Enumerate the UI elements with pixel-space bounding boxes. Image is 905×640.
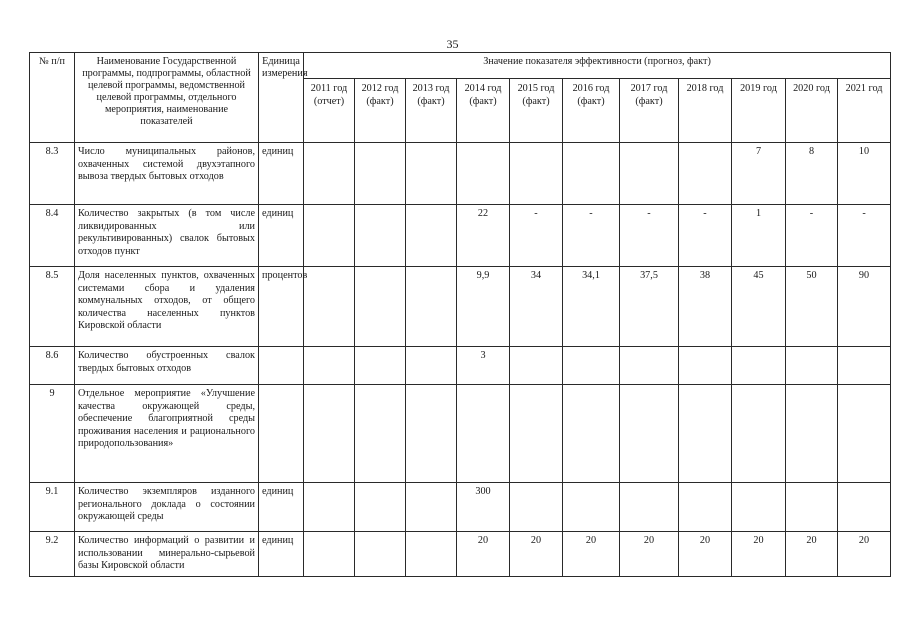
header-year-note: (факт) — [577, 96, 605, 107]
value-cell — [838, 385, 891, 483]
value-cell — [355, 205, 406, 267]
value-cell — [510, 483, 563, 532]
value-cell — [786, 347, 838, 385]
value-cell: 300 — [457, 483, 510, 532]
value-cell — [304, 385, 355, 483]
value-cell — [620, 347, 679, 385]
header-unit: Единица измерения — [259, 53, 304, 143]
value-cell: 20 — [838, 532, 891, 577]
value-cell — [679, 483, 732, 532]
value-cell: - — [620, 205, 679, 267]
value-cell — [406, 385, 457, 483]
value-cell — [510, 385, 563, 483]
row-number: 9.1 — [30, 483, 75, 532]
value-cell — [620, 143, 679, 205]
value-cell: 90 — [838, 267, 891, 347]
row-name: Отдельное мероприятие «Улучшение качества окружающей среды, обеспечение благоприятной среды проживания населения и рационального природопользования» — [75, 385, 259, 483]
value-cell — [355, 347, 406, 385]
value-cell: - — [563, 205, 620, 267]
value-cell: 3 — [457, 347, 510, 385]
header-year-label: 2017 год — [630, 83, 668, 94]
value-cell: 20 — [620, 532, 679, 577]
value-cell: 50 — [786, 267, 838, 347]
value-cell: 20 — [786, 532, 838, 577]
value-cell — [786, 483, 838, 532]
table-row — [30, 267, 891, 347]
value-cell — [355, 143, 406, 205]
header-year-label: 2021 год — [845, 83, 883, 94]
value-cell: 38 — [679, 267, 732, 347]
value-cell — [406, 532, 457, 577]
header-year-note: (факт) — [522, 96, 550, 107]
value-cell: 20 — [510, 532, 563, 577]
header-year — [732, 79, 786, 143]
table-row — [30, 143, 891, 205]
header-year — [620, 79, 679, 143]
value-cell — [457, 385, 510, 483]
value-cell: - — [510, 205, 563, 267]
row-unit: единиц — [259, 143, 304, 205]
value-cell: 1 — [732, 205, 786, 267]
value-cell — [563, 143, 620, 205]
row-number: 9.2 — [30, 532, 75, 577]
value-cell: - — [679, 205, 732, 267]
row-name: Доля населенных пунктов, охваченных системами сбора и удаления коммунальных отходов, от общего количества населенных пунктов Кировской области — [75, 267, 259, 347]
table-row — [30, 205, 891, 267]
value-cell — [838, 347, 891, 385]
row-unit — [259, 385, 304, 483]
row-unit: единиц — [259, 205, 304, 267]
header-year-label: 2020 год — [793, 83, 830, 94]
header-year — [457, 79, 510, 143]
row-number: 8.6 — [30, 347, 75, 385]
value-cell — [620, 483, 679, 532]
value-cell — [406, 267, 457, 347]
table-row — [30, 347, 891, 385]
value-cell — [563, 483, 620, 532]
value-cell: 37,5 — [620, 267, 679, 347]
value-cell: - — [838, 205, 891, 267]
header-year — [563, 79, 620, 143]
header-year-label: 2011 год — [310, 83, 348, 94]
header-year — [304, 79, 355, 143]
header-year — [786, 79, 838, 143]
header-year-label: 2015 год — [517, 83, 555, 94]
value-cell — [732, 385, 786, 483]
value-cell — [304, 267, 355, 347]
value-cell — [510, 347, 563, 385]
value-cell — [355, 532, 406, 577]
value-cell — [838, 483, 891, 532]
header-num: № п/п — [30, 53, 75, 143]
value-cell — [679, 385, 732, 483]
row-unit: процентов — [259, 267, 304, 347]
header-values: Значение показателя эффективности (прогноз, факт) — [304, 53, 891, 79]
value-cell: 45 — [732, 267, 786, 347]
value-cell — [457, 143, 510, 205]
header-year-label: 2012 год — [361, 83, 399, 94]
header-year-label: 2018 год — [686, 83, 724, 94]
row-name: Количество информаций о развитии и использовании минерально-сырьевой базы Кировской области — [75, 532, 259, 577]
value-cell: 20 — [563, 532, 620, 577]
value-cell: - — [786, 205, 838, 267]
header-year-note: (факт) — [469, 96, 497, 107]
header-year-label: 2019 год — [740, 83, 777, 94]
header-year — [510, 79, 563, 143]
table-row — [30, 483, 891, 532]
value-cell: 20 — [679, 532, 732, 577]
header-name: Наименование Государственной программы, подпрограммы, областной целевой программы, ведомственной целевой программы, отдельного мероприятия, наименование показателей — [75, 53, 259, 143]
value-cell — [620, 385, 679, 483]
row-number: 8.4 — [30, 205, 75, 267]
row-number: 8.5 — [30, 267, 75, 347]
table-header — [30, 53, 891, 143]
row-name: Количество экземпляров изданного регионального доклада о состоянии окружающей среды — [75, 483, 259, 532]
row-unit: единиц — [259, 483, 304, 532]
value-cell: 20 — [457, 532, 510, 577]
page-number: 35 — [446, 37, 459, 51]
header-year-note: (отчет) — [313, 96, 345, 107]
indicators-table — [29, 52, 891, 577]
value-cell: 10 — [838, 143, 891, 205]
row-unit — [259, 347, 304, 385]
value-cell — [510, 143, 563, 205]
row-name: Количество закрытых (в том числе ликвидированных или рекультивированных) свалок бытовых отходов пункт — [75, 205, 259, 267]
value-cell: 34,1 — [563, 267, 620, 347]
value-cell — [304, 532, 355, 577]
value-cell: 9,9 — [457, 267, 510, 347]
header-year — [838, 79, 891, 143]
value-cell — [406, 347, 457, 385]
header-year-label: 2016 год — [572, 83, 610, 94]
row-unit: единиц — [259, 532, 304, 577]
header-year — [679, 79, 732, 143]
header-year-label: 2013 год — [412, 83, 450, 94]
value-cell — [304, 347, 355, 385]
table-row — [30, 385, 891, 483]
value-cell: 34 — [510, 267, 563, 347]
header-year — [355, 79, 406, 143]
value-cell — [406, 483, 457, 532]
value-cell — [786, 385, 838, 483]
table-row — [30, 532, 891, 577]
value-cell — [355, 483, 406, 532]
value-cell — [563, 385, 620, 483]
header-year-note: (факт) — [635, 96, 663, 107]
table-body — [30, 143, 891, 577]
header-year-note: (факт) — [366, 96, 394, 107]
value-cell — [406, 143, 457, 205]
value-cell: 8 — [786, 143, 838, 205]
value-cell — [679, 143, 732, 205]
value-cell — [304, 205, 355, 267]
value-cell: 20 — [732, 532, 786, 577]
row-number: 8.3 — [30, 143, 75, 205]
value-cell — [732, 347, 786, 385]
value-cell — [406, 205, 457, 267]
value-cell — [304, 483, 355, 532]
value-cell — [355, 267, 406, 347]
header-year-label: 2014 год — [464, 83, 502, 94]
value-cell — [563, 347, 620, 385]
row-number: 9 — [30, 385, 75, 483]
value-cell — [679, 347, 732, 385]
value-cell — [732, 483, 786, 532]
header-year-note: (факт) — [417, 96, 445, 107]
value-cell — [355, 385, 406, 483]
value-cell: 22 — [457, 205, 510, 267]
row-name: Количество обустроенных свалок твердых бытовых отходов — [75, 347, 259, 385]
value-cell — [304, 143, 355, 205]
header-year — [406, 79, 457, 143]
row-name: Число муниципальных районов, охваченных системой двухэтапного вывоза твердых бытовых отходов — [75, 143, 259, 205]
value-cell: 7 — [732, 143, 786, 205]
